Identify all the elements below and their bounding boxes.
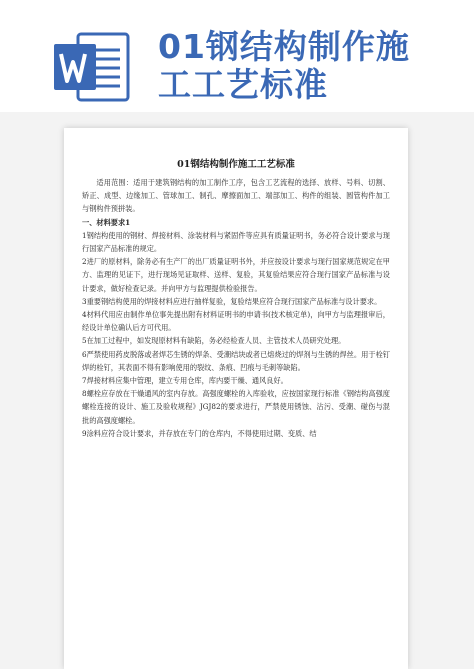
list-item: 1钢结构使用的钢材、焊接材料、涂装材料与紧固件等应具有质量证明书，务必符合设计要求与现行国家产品标准的规定。 xyxy=(82,230,390,254)
list-item: 5在加工过程中，如发现原材料有缺陷，务必经检查人员、主管技术人员研究处理。 xyxy=(82,336,346,346)
document-page xyxy=(64,128,408,669)
scope-paragraph: 适用范围：适用于建筑钢结构的加工制作工序，包含工艺流程的选择、放样、号料、切割、矫正、成型、边缘加工、管球加工、制孔、摩擦面加工、端部加工、构件的组装、圆管构件加工与钢构件预拼装。 xyxy=(82,178,390,214)
list-item: 7焊接材料应集中管理，建立专用仓库，库内要干燥、通风良好。 xyxy=(82,376,288,386)
list-item: 2进厂的原材料，除务必有生产厂的出厂质量证明书外，并应按设计要求与现行国家规范规定在甲方、监理的见证下，进行现场见证取样、送样、复验，其复验结果应符合现行国家产品标准与设计要求，做好检查记录。并向甲方与监理提供检验报告。 xyxy=(82,257,390,293)
page-title xyxy=(158,28,458,104)
list-item: 6严禁使用药皮脱落或者焊芯生锈的焊条、受潮结块或者已熔烧过的焊剂与生锈的焊丝。用于栓钉焊的栓钉，其表面不得有影响使用的裂纹、条痕、凹痕与毛刺等缺陷。 xyxy=(82,349,390,372)
list-item: 8螺栓应存放在干燥通风的室内存放。高强度螺栓的入库验收，应按国家现行标准《钢结构高强度螺栓连接的设计、施工及验收规程》JGJ82的要求进行，严禁使用锈蚀、沾污、受潮、碰伤与混批的高强度螺栓。 xyxy=(82,389,390,425)
document-body xyxy=(82,158,390,440)
section-heading: 一、材料要求1 xyxy=(82,217,131,227)
word-document-icon xyxy=(52,28,132,106)
title-line-2: 工工艺标准 xyxy=(158,65,328,104)
document-title: 01钢结构制作施工工艺标准 xyxy=(177,159,295,170)
list-item: 9涂料应符合设计要求，并存放在专门的仓库内，不得使用过期、变质、结 xyxy=(82,428,317,438)
title-line-1: 01钢结构制作施 xyxy=(158,27,410,66)
header xyxy=(0,0,474,110)
list-item: 3重要钢结构使用的焊接材料应进行抽样复验，复验结果应符合现行国家产品标准与设计要求。 xyxy=(82,296,382,306)
list-item: 4材料代用应由制作单位事先提出附有材料证明书的申请书(技术核定单)，向甲方与监理报审后，经设计单位确认后方可代用。 xyxy=(82,310,390,333)
